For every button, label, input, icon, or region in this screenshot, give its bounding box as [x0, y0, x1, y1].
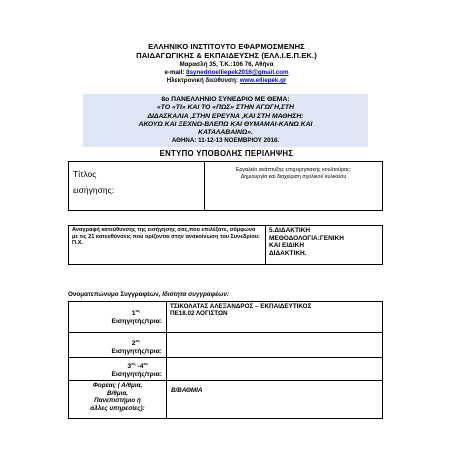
org-web-line	[0, 77, 453, 85]
banner-date: ΑΘΗΝΑ: 11-12-13 ΝΟΕΜΒΡΙΟΥ 2016.	[171, 137, 280, 145]
author2-label-cell	[69, 333, 167, 358]
title-label-line2: εισήγησης:	[73, 185, 115, 195]
author3-value-cell[interactable]	[167, 358, 383, 381]
institution-label-line1: Φορέας ( Α/θμια,	[92, 382, 143, 390]
axis-value-line1: 5.ΔΙΔΑΚΤΙΚΗ	[269, 227, 311, 234]
authors-heading	[68, 291, 229, 298]
authors-heading-text: Ονοματεπώνυμο Συγγραφέων,	[68, 291, 161, 298]
authors-table	[68, 301, 383, 419]
title-table	[68, 161, 383, 211]
institution-value-cell[interactable]	[167, 381, 383, 419]
institution-value: Β/ΒΑΘΜΙΑ	[171, 387, 203, 395]
banner-line4: ΑΚΟΥΩ ΚΑΙ ΞΕΧΝΩ-ΒΛΕΠΩ ΚΑΙ ΘΥΜΑΜΑΙ-ΚΑΝΩ ΚΑΙ	[138, 120, 313, 128]
axis-value-line4: ΔΙΔΑΚΤΙΚΗ.	[269, 249, 307, 257]
web-label: Ηλεκτρονική διεύθυνση:	[166, 77, 238, 85]
author1-value-cell[interactable]	[167, 302, 383, 333]
banner-line5: ΚΑΤΑΛΑΒΑΙΝΩ».	[198, 129, 253, 137]
institution-label-line2: Β/θμια,	[106, 389, 128, 397]
org-name-line2: ΠΑΙΔΑΓΩΓΙΚΗΣ & ΕΚΠΑΙΔΕΥΣΗΣ (ΕΛΛ.Ι.Ε.Π.ΕΚ.)	[136, 51, 317, 61]
author1-number: $1^{o\varsigma}$	[131, 308, 140, 318]
banner-line2: «ΤΟ «ΤΙ» ΚΑΙ ΤΟ «ΠΩΣ» ΣΤΗΝ ΑΓΩΓΗ,ΣΤΗ	[157, 104, 294, 112]
author1-label-cell	[69, 302, 167, 333]
title-value-line1: Εργαλείο ανάπτυξης επιχειρησιακής κουλτούρας:	[235, 167, 352, 173]
institution-label-line3: Πανεπιστήμιο ή	[94, 397, 141, 405]
banner-line3: ΔΙΔΑΣΚΑΛΙΑ ,ΣΤΗΝ ΕΡΕΥΝΑ ,ΚΑΙ ΣΤΗ ΜΑΘΗΣΗ:	[147, 112, 304, 120]
author1-label: Εισηγητής/τρια:	[111, 318, 162, 326]
web-link[interactable]: www.elliepek.gr	[239, 77, 287, 85]
institution-label-line4: άλλες υπηρεσίες):	[90, 404, 145, 412]
conference-banner	[83, 94, 368, 147]
table-row	[69, 358, 383, 381]
banner-line1: 8ο ΠΑΝΕΛΛΗΝΙΟ ΣΥΝΕΔΡΙΟ ΜΕ ΘΕΜΑ:	[161, 96, 290, 103]
org-email-line	[0, 69, 453, 77]
author1-value-line2: ΠΕ18.02 ΛΟΓΙΣΤΩΝ	[170, 310, 228, 318]
authors-heading-italic: Ιδιότητα συγγραφέων:	[162, 291, 229, 298]
title-value-cell[interactable]	[205, 162, 383, 211]
title-label-cell	[69, 162, 205, 211]
axis-value-line3: ΚΑΙ ΕΙΔΙΚΗ	[269, 242, 305, 250]
axis-value-cell[interactable]	[266, 226, 383, 265]
table-row	[69, 333, 383, 358]
title-label-line1: Τίτλος	[73, 169, 97, 179]
axis-table	[68, 225, 383, 265]
org-name-line1: ΕΛΛΗΝΙΚΟ ΙΝΣΤΙΤΟΥΤΟ ΕΦΑΡΜΟΣΜΕΝΗΣ	[148, 42, 305, 51]
document-header	[0, 42, 453, 86]
table-row	[69, 381, 383, 419]
table-row	[69, 302, 383, 333]
axis-label: Αναγραφή κατεύθυνσης της εισήγησης σας,που επιλέξατε, σύμφωνα με τις 21 κατευθύνσεις που ορίζονται στην ανακοίνωση του Συνεδρίου: Π.Χ.	[72, 227, 260, 247]
author3-label: Εισηγητής/τρια:	[111, 371, 162, 379]
axis-label-cell	[69, 226, 266, 265]
author1-value-line1: ΤΣΙΚΟΛΑΤΑΣ ΑΛΕΞΑΝΔΡΟΣ – ΕΚΠΑΙΔΕΥΤΙΚΟΣ	[170, 303, 312, 310]
email-label: e-mail:	[164, 69, 185, 77]
email-link[interactable]: 8synedrioelliepek2016@gmail.com	[186, 69, 289, 77]
org-address: Μαρασλή 35, Τ.Κ.:106 76, Αθήνα	[179, 60, 274, 68]
author2-label: Εισηγητής/τρια:	[111, 348, 162, 356]
author3-number: $3^{o\varsigma}$ $-4^{o\varsigma}$	[127, 361, 148, 371]
author3-label-cell	[69, 358, 167, 381]
author2-number: $2^{o\varsigma}$	[131, 338, 140, 348]
institution-label-cell	[69, 381, 167, 419]
title-value-line2: Δημιουργία και διαχείριση σχολικού κυλικείου	[240, 174, 347, 180]
form-title: ΕΝΤΥΠΟ ΥΠΟΒΟΛΗΣ ΠΕΡΙΛΗΨΗΣ	[159, 149, 294, 158]
axis-value-line2: ΜΕΘΟΔΟΛΟΓΙΑ:ΓΕΝΙΚΗ	[269, 234, 344, 242]
author2-value-cell[interactable]	[167, 333, 383, 358]
